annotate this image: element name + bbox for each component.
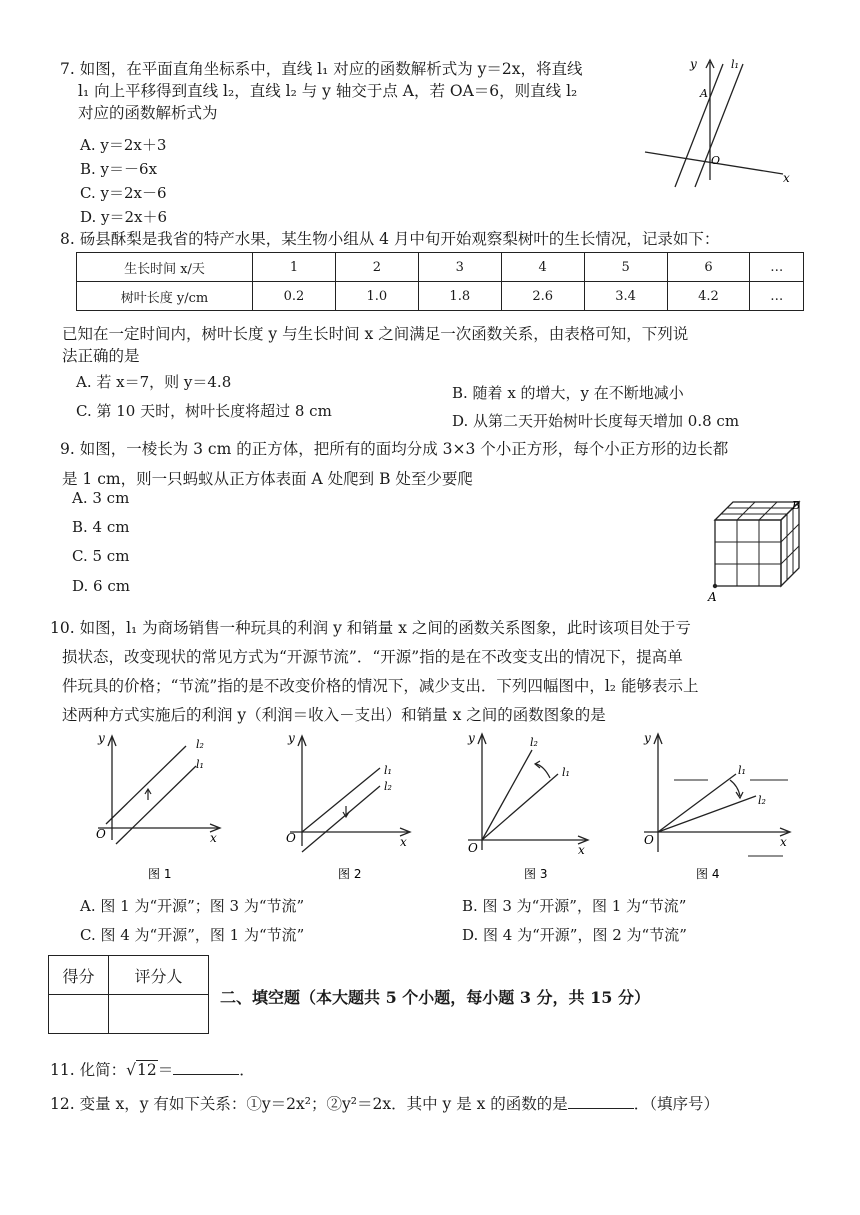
q8-text2: 法正确的是: [62, 347, 140, 365]
q7-fig-a-label: A: [700, 87, 708, 100]
q7-coordinate-figure: [645, 52, 795, 187]
q10-option-b: B. 图 3 为“开源”，图 1 为“节流”: [462, 897, 687, 915]
table-cell: …: [750, 282, 804, 311]
q9-option-c: C. 5 cm: [72, 547, 130, 565]
q11-prefix: 11. 化简：: [50, 1061, 127, 1079]
table-cell: 树叶长度 y/cm: [77, 282, 253, 311]
q10-fig2-l1-label: l₁: [384, 764, 392, 777]
q10-fig1-x-label: x: [210, 831, 217, 845]
table-cell: 1.0: [335, 282, 418, 311]
q11-radicand: 12: [136, 1061, 157, 1079]
q10-fig4-x-label: x: [780, 835, 787, 849]
q10-fig1-l1-label: l₁: [196, 758, 204, 771]
q11-answer-blank[interactable]: [173, 1058, 239, 1075]
q10-figure-4: [638, 728, 798, 883]
q9-cube-figure: [700, 495, 810, 605]
q10-fig1-y-label: y: [98, 731, 105, 745]
q10-line1: 10. 如图，l₁ 为商场销售一种玩具的利润 y 和销量 x 之间的函数关系图象，此时该项目处于亏: [50, 619, 691, 637]
q10-fig2-caption: 图 2: [338, 867, 362, 881]
table-cell: 0.2: [253, 282, 336, 311]
table-cell: 3.4: [584, 282, 667, 311]
q10-fig3-l1-label: l₁: [562, 766, 570, 779]
score-field[interactable]: [49, 995, 109, 1034]
table-cell: 2.6: [501, 282, 584, 311]
q10-fig2-o-label: O: [286, 831, 296, 845]
q7-option-a: A. y＝2x＋3: [80, 136, 167, 154]
q8-option-b: B. 随着 x 的增大，y 在不断地减小: [452, 384, 684, 402]
q8-option-a: A. 若 x＝7，则 y＝4.8: [76, 373, 232, 391]
q7-option-d: D. y＝2x＋6: [80, 208, 168, 226]
q10-fig1-o-label: O: [96, 827, 106, 841]
q10-fig4-caption: 图 4: [696, 867, 720, 881]
q8-option-c: C. 第 10 天时，树叶长度将超过 8 cm: [76, 402, 332, 420]
q9-fig-b-label: B: [792, 499, 801, 512]
q8-intro: 8. 砀县酥梨是我省的特产水果，某生物小组从 4 月中旬开始观察梨树叶的生长情况，记录如下：: [60, 230, 720, 248]
q10-fig2-x-label: x: [400, 835, 407, 849]
q10-option-d: D. 图 4 为“开源”，图 2 为“节流”: [462, 926, 687, 944]
table-row: [77, 253, 804, 282]
grader-label: 评分人: [109, 956, 209, 995]
q10-line3: 件玩具的价格；“节流”指的是不改变价格的情况下，减少支出．下列四幅图中，l₂ 能够表示上: [62, 677, 699, 695]
q9-option-d: D. 6 cm: [72, 577, 130, 595]
q10-figure-1: [88, 728, 228, 883]
q9-fig-a-label: A: [708, 590, 717, 604]
q7-line3: 对应的函数解析式为: [78, 104, 218, 122]
q10-option-a: A. 图 1 为“开源”；图 3 为“节流”: [80, 897, 305, 915]
q11-end: ．: [239, 1061, 255, 1079]
q7-fig-x-label: x: [783, 171, 790, 185]
table-cell: 1.8: [418, 282, 501, 311]
q7-fig-y-label: y: [690, 57, 697, 71]
q10-figure-2: [280, 728, 420, 883]
q10-fig2-y-label: y: [288, 731, 295, 745]
table-cell: 4: [501, 253, 584, 282]
table-cell: 生长时间 x/天: [77, 253, 253, 282]
q10-fig1-caption: 图 1: [148, 867, 172, 881]
q7-option-c: C. y＝2x－6: [80, 184, 167, 202]
q7-option-b: B. y＝－6x: [80, 160, 158, 178]
q10-figure-3: [460, 728, 600, 883]
q10-fig3-x-label: x: [578, 843, 585, 857]
q7-fig-o-label: O: [711, 154, 721, 167]
section2-title: 二、填空题（本大题共 5 个小题，每小题 3 分，共 15 分）: [220, 988, 650, 1007]
q8-option-d: D. 从第二天开始树叶长度每天增加 0.8 cm: [452, 412, 740, 430]
q11: [50, 1058, 255, 1081]
q10-option-c: C. 图 4 为“开源”，图 1 为“节流”: [80, 926, 305, 944]
q9-option-b: B. 4 cm: [72, 518, 130, 536]
q7-fig-l1-label: l₁: [731, 58, 739, 71]
q11-suffix: ＝: [157, 1061, 174, 1079]
q9-line1: 9. 如图，一棱长为 3 cm 的正方体，把所有的面均分成 3×3 个小正方形，每个小正方形的边长都: [60, 440, 729, 458]
q10-fig4-l1-label: l₁: [738, 764, 746, 777]
q7-line2: l₁ 向上平移得到直线 l₂，直线 l₂ 与 y 轴交于点 A，若 OA＝6，则直线 l₂: [78, 82, 578, 100]
q10-fig1-l2-label: l₂: [196, 738, 204, 751]
table-row: [77, 282, 804, 311]
q10-line2: 损状态，改变现状的常见方式为“开源节流”．“开源”指的是在不改变支出的情况下，提高单: [62, 648, 683, 666]
table-cell: 1: [253, 253, 336, 282]
q12-text: 12. 变量 x，y 有如下关系：①y＝2x²；②y²＝2x．其中 y 是 x 的函数的是: [50, 1095, 568, 1113]
q10-fig3-caption: 图 3: [524, 867, 548, 881]
q12-answer-blank[interactable]: [568, 1092, 634, 1109]
q10-fig3-y-label: y: [468, 731, 475, 745]
q10-fig4-y-label: y: [644, 731, 651, 745]
grader-field[interactable]: [109, 995, 209, 1034]
table-cell: 2: [335, 253, 418, 282]
q8-text1: 已知在一定时间内，树叶长度 y 与生长时间 x 之间满足一次函数关系，由表格可知，下列说: [62, 325, 689, 343]
q9-option-a: A. 3 cm: [72, 489, 130, 507]
q9-line2: 是 1 cm，则一只蚂蚁从正方体表面 A 处爬到 B 处至少要爬: [62, 470, 473, 488]
q12-end: ．（填序号）: [633, 1095, 720, 1113]
q8-data-table: [76, 252, 804, 311]
table-cell: 5: [584, 253, 667, 282]
q10-line4: 述两种方式实施后的利润 y（利润＝收入－支出）和销量 x 之间的函数图象的是: [62, 706, 606, 724]
q7-line1: 7. 如图，在平面直角坐标系中，直线 l₁ 对应的函数解析式为 y＝2x，将直线: [60, 60, 583, 78]
q10-fig4-l2-label: l₂: [758, 794, 766, 807]
table-cell: 6: [667, 253, 750, 282]
q12: [50, 1092, 719, 1115]
table-cell: 4.2: [667, 282, 750, 311]
q10-fig3-o-label: O: [468, 841, 478, 855]
q10-fig2-l2-label: l₂: [384, 780, 392, 793]
score-label: 得分: [49, 956, 109, 995]
score-box: [48, 955, 209, 1034]
q10-fig4-o-label: O: [644, 833, 654, 847]
table-cell: 3: [418, 253, 501, 282]
table-cell: …: [750, 253, 804, 282]
q11-sqrt: √12: [126, 1061, 157, 1079]
q10-fig3-l2-label: l₂: [530, 736, 538, 749]
